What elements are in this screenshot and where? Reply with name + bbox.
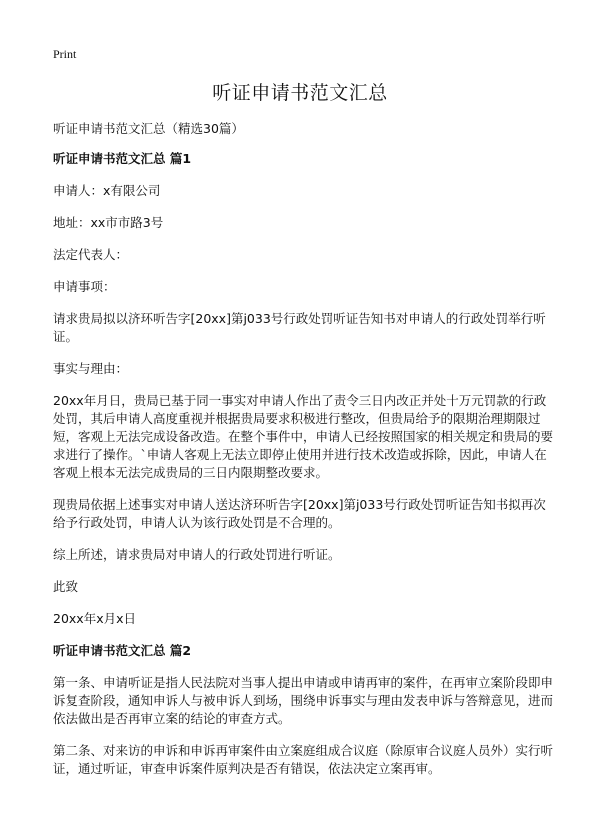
document-subtitle: 听证申请书范文汇总（精选30篇）	[53, 121, 244, 136]
facts-paragraph: 20xx年月日，贵局已基于同一事实对申请人作出了责令三日内改正并处十万元罚款的行政处罚，其后申请人高度重视并根据贵局要求积极进行整改，但贵局给予的限期治理期限过短，客观上无法完成设备改造。在整个事件中，申请人已经按照国家的相关规定和贵局的要求进行了操作。`申请人客观上无法立即停止使用并进行技术改造或拆除，因此，申请人在客观上根本无法完成贵局的三日内限期整改要求。	[53, 393, 554, 480]
section-heading-1: 听证申请书范文汇总 篇1	[53, 151, 192, 166]
article-one-paragraph: 第一条、申请听证是指人民法院对当事人提出申请或申请再审的案件，在再审立案阶段即申诉复查阶段，通知申诉人与被申诉人到场，围绕申诉事实与理由发表申诉与答辩意见，进而依法做出是否再审立案的结论的审查方式。	[53, 675, 554, 726]
request-paragraph: 请求贵局拟以济环听告字[20xx]第j033号行政处罚听证告知书对申请人的行政处罚举行听证。	[53, 311, 546, 344]
applicant-line: 申请人：x有限公司	[53, 183, 161, 198]
document-body	[53, 120, 553, 792]
document-title: 听证申请书范文汇总	[212, 82, 388, 104]
current-action-paragraph: 现贵局依据上述事实对申请人送达济环听告字[20xx]第j033号行政处罚听证告知书拟再次给予行政处罚，申请人认为该行政处罚是不合理的。	[53, 497, 546, 530]
date-line: 20xx年x月x日	[53, 611, 136, 626]
print-label: Print	[53, 47, 77, 61]
facts-reasons-label: 事实与理由：	[53, 361, 129, 376]
article-two-paragraph: 第二条、对来访的申诉和申诉再审案件由立案庭组成合议庭（除原审合议庭人员外）实行听证，通过听证，审查申诉案件原判决是否有错误，依法决定立案再审。	[53, 743, 554, 776]
address-line: 地址：xx市市路3号	[53, 215, 164, 230]
section-heading-2: 听证申请书范文汇总 篇2	[53, 643, 192, 658]
legal-representative-line: 法定代表人：	[53, 247, 129, 262]
request-items-label: 申请事项：	[53, 279, 116, 294]
conclusion-paragraph: 综上所述，请求贵局对申请人的行政处罚进行听证。	[53, 547, 341, 562]
salutation-line: 此致	[53, 579, 79, 594]
